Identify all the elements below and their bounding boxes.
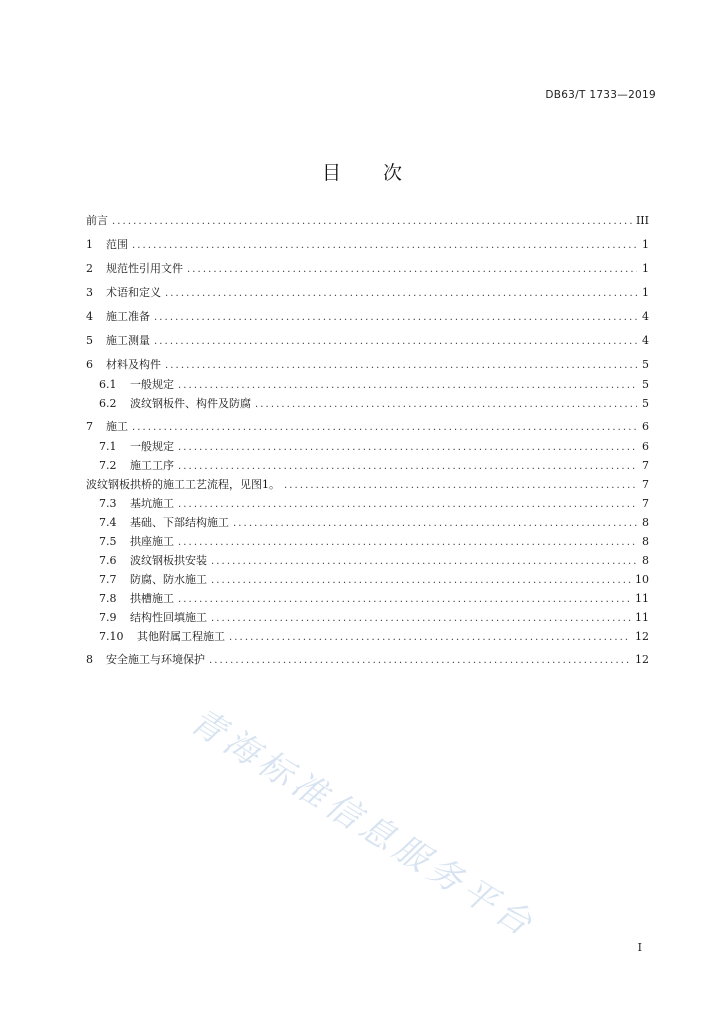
toc-entry-page: 8 [642,516,649,529]
toc-entry-1[interactable] [86,238,649,252]
toc-entry-number: 7.5 [99,535,117,548]
toc-entry-label: 施工工序 [130,459,174,472]
toc-entry-7-9[interactable] [86,611,649,625]
toc-leader-dots [132,239,637,252]
toc-entry-page: 11 [635,611,649,624]
toc-entry-7-1[interactable] [86,440,649,454]
toc-entry-7-6[interactable] [86,554,649,568]
toc-entry-label: 一般规定 [130,378,174,391]
toc-entry-page: 8 [642,554,649,567]
toc-entry-number: 7.7 [99,573,117,586]
toc-entry-page: 12 [635,630,649,643]
toc-entry-page: 7 [642,497,649,510]
toc-entry-page: 7 [642,478,649,491]
toc-entry-page: 6 [642,420,649,433]
toc-entry-label: 波纹钢板拱桥的施工工艺流程，见图1。 [86,478,280,491]
toc-entry-label: 范围 [106,238,128,251]
toc-leader-dots [178,460,637,473]
toc-entry-label: 施工测量 [106,334,150,347]
toc-entry-page: 4 [642,310,649,323]
toc-leader-dots [178,379,637,392]
toc-entry-label: 其他附属工程施工 [137,630,225,643]
toc-leader-dots [178,536,637,549]
toc-leader-dots [209,654,631,667]
toc-entry-page: 12 [635,653,649,666]
toc-entry-number: 7.3 [99,497,117,510]
toc-entry-page: 5 [642,397,649,410]
toc-entry-label: 安全施工与环境保护 [106,653,205,666]
toc-entry-7[interactable] [86,420,649,434]
toc-entry-7-2[interactable] [86,459,649,473]
toc-entry-label: 波纹钢板件、构件及防腐 [130,397,251,410]
page-title-char-1: 目 [321,162,341,184]
toc-entry-7-5[interactable] [86,535,649,549]
toc-entry-foreword[interactable] [86,214,649,228]
toc-entry-number: 5 [86,334,93,347]
toc-entry-figure-1[interactable] [86,478,649,492]
page-title [0,158,724,185]
toc-entry-page: 5 [642,358,649,371]
toc-entry-page: 1 [642,238,649,251]
toc-leader-dots [154,311,637,324]
toc-entry-number: 7.2 [99,459,117,472]
toc-entry-label: 材料及构件 [106,358,161,371]
toc-entry-number: 7.8 [99,592,117,605]
toc-entry-number: 7.4 [99,516,117,529]
watermark: 青海标准信息服务平台 [182,700,543,947]
table-of-contents [86,214,649,667]
toc-entry-number: 1 [86,238,93,251]
toc-entry-7-7[interactable] [86,573,649,587]
toc-leader-dots [229,631,631,644]
toc-entry-page: III [635,214,649,227]
toc-entry-page: 4 [642,334,649,347]
toc-entry-label: 施工准备 [106,310,150,323]
toc-entry-page: 1 [642,262,649,275]
toc-entry-label: 施工 [106,420,128,433]
toc-entry-6-1[interactable] [86,378,649,392]
toc-entry-page: 8 [642,535,649,548]
toc-leader-dots [178,498,637,511]
toc-leader-dots [112,215,632,228]
toc-entry-8[interactable] [86,653,649,667]
toc-leader-dots [211,555,637,568]
toc-entry-page: 10 [635,573,649,586]
toc-entry-number: 7.6 [99,554,117,567]
toc-entry-page: 6 [642,440,649,453]
toc-entry-label: 术语和定义 [106,286,161,299]
toc-leader-dots [165,287,637,300]
toc-entry-number: 6 [86,358,93,371]
toc-leader-dots [178,593,631,606]
toc-entry-3[interactable] [86,286,649,300]
toc-entry-7-8[interactable] [86,592,649,606]
toc-entry-2[interactable] [86,262,649,276]
toc-entry-6-2[interactable] [86,397,649,411]
standard-code: DB63/T 1733—2019 [545,89,656,101]
toc-entry-7-4[interactable] [86,516,649,530]
toc-entry-page: 5 [642,378,649,391]
toc-entry-7-10[interactable] [86,630,649,644]
toc-entry-number: 7.1 [99,440,117,453]
toc-entry-label: 基坑施工 [130,497,174,510]
toc-entry-number: 6.1 [99,378,117,391]
toc-entry-number: 7.10 [99,630,124,643]
toc-entry-label: 波纹钢板拱安装 [130,554,207,567]
toc-entry-number: 6.2 [99,397,117,410]
toc-leader-dots [233,517,637,530]
toc-entry-5[interactable] [86,334,649,348]
toc-entry-page: 7 [642,459,649,472]
toc-entry-number: 7.9 [99,611,117,624]
toc-leader-dots [255,398,637,411]
toc-entry-label: 结构性回填施工 [130,611,207,624]
page-title-char-2: 次 [383,162,403,184]
footer-page-number: I [637,941,642,954]
toc-entry-number: 2 [86,262,93,275]
toc-entry-label: 拱座施工 [130,535,174,548]
toc-leader-dots [165,359,637,372]
toc-leader-dots [211,612,631,625]
toc-entry-label: 基础、下部结构施工 [130,516,229,529]
toc-entry-7-3[interactable] [86,497,649,511]
toc-leader-dots [154,335,637,348]
toc-entry-number: 8 [86,653,93,666]
toc-entry-number: 7 [86,420,93,433]
toc-entry-page: 11 [635,592,649,605]
toc-leader-dots [178,441,637,454]
toc-entry-number: 4 [86,310,93,323]
toc-leader-dots [132,421,637,434]
toc-entry-label: 规范性引用文件 [106,262,183,275]
toc-entry-6[interactable] [86,358,649,372]
toc-leader-dots [284,479,637,492]
toc-entry-label: 拱槽施工 [130,592,174,605]
toc-entry-4[interactable] [86,310,649,324]
toc-entry-page: 1 [642,286,649,299]
toc-entry-label: 前言 [86,214,108,227]
toc-entry-label: 防腐、防水施工 [130,573,207,586]
toc-entry-label: 一般规定 [130,440,174,453]
toc-entry-number: 3 [86,286,93,299]
toc-leader-dots [211,574,631,587]
toc-leader-dots [187,263,637,276]
